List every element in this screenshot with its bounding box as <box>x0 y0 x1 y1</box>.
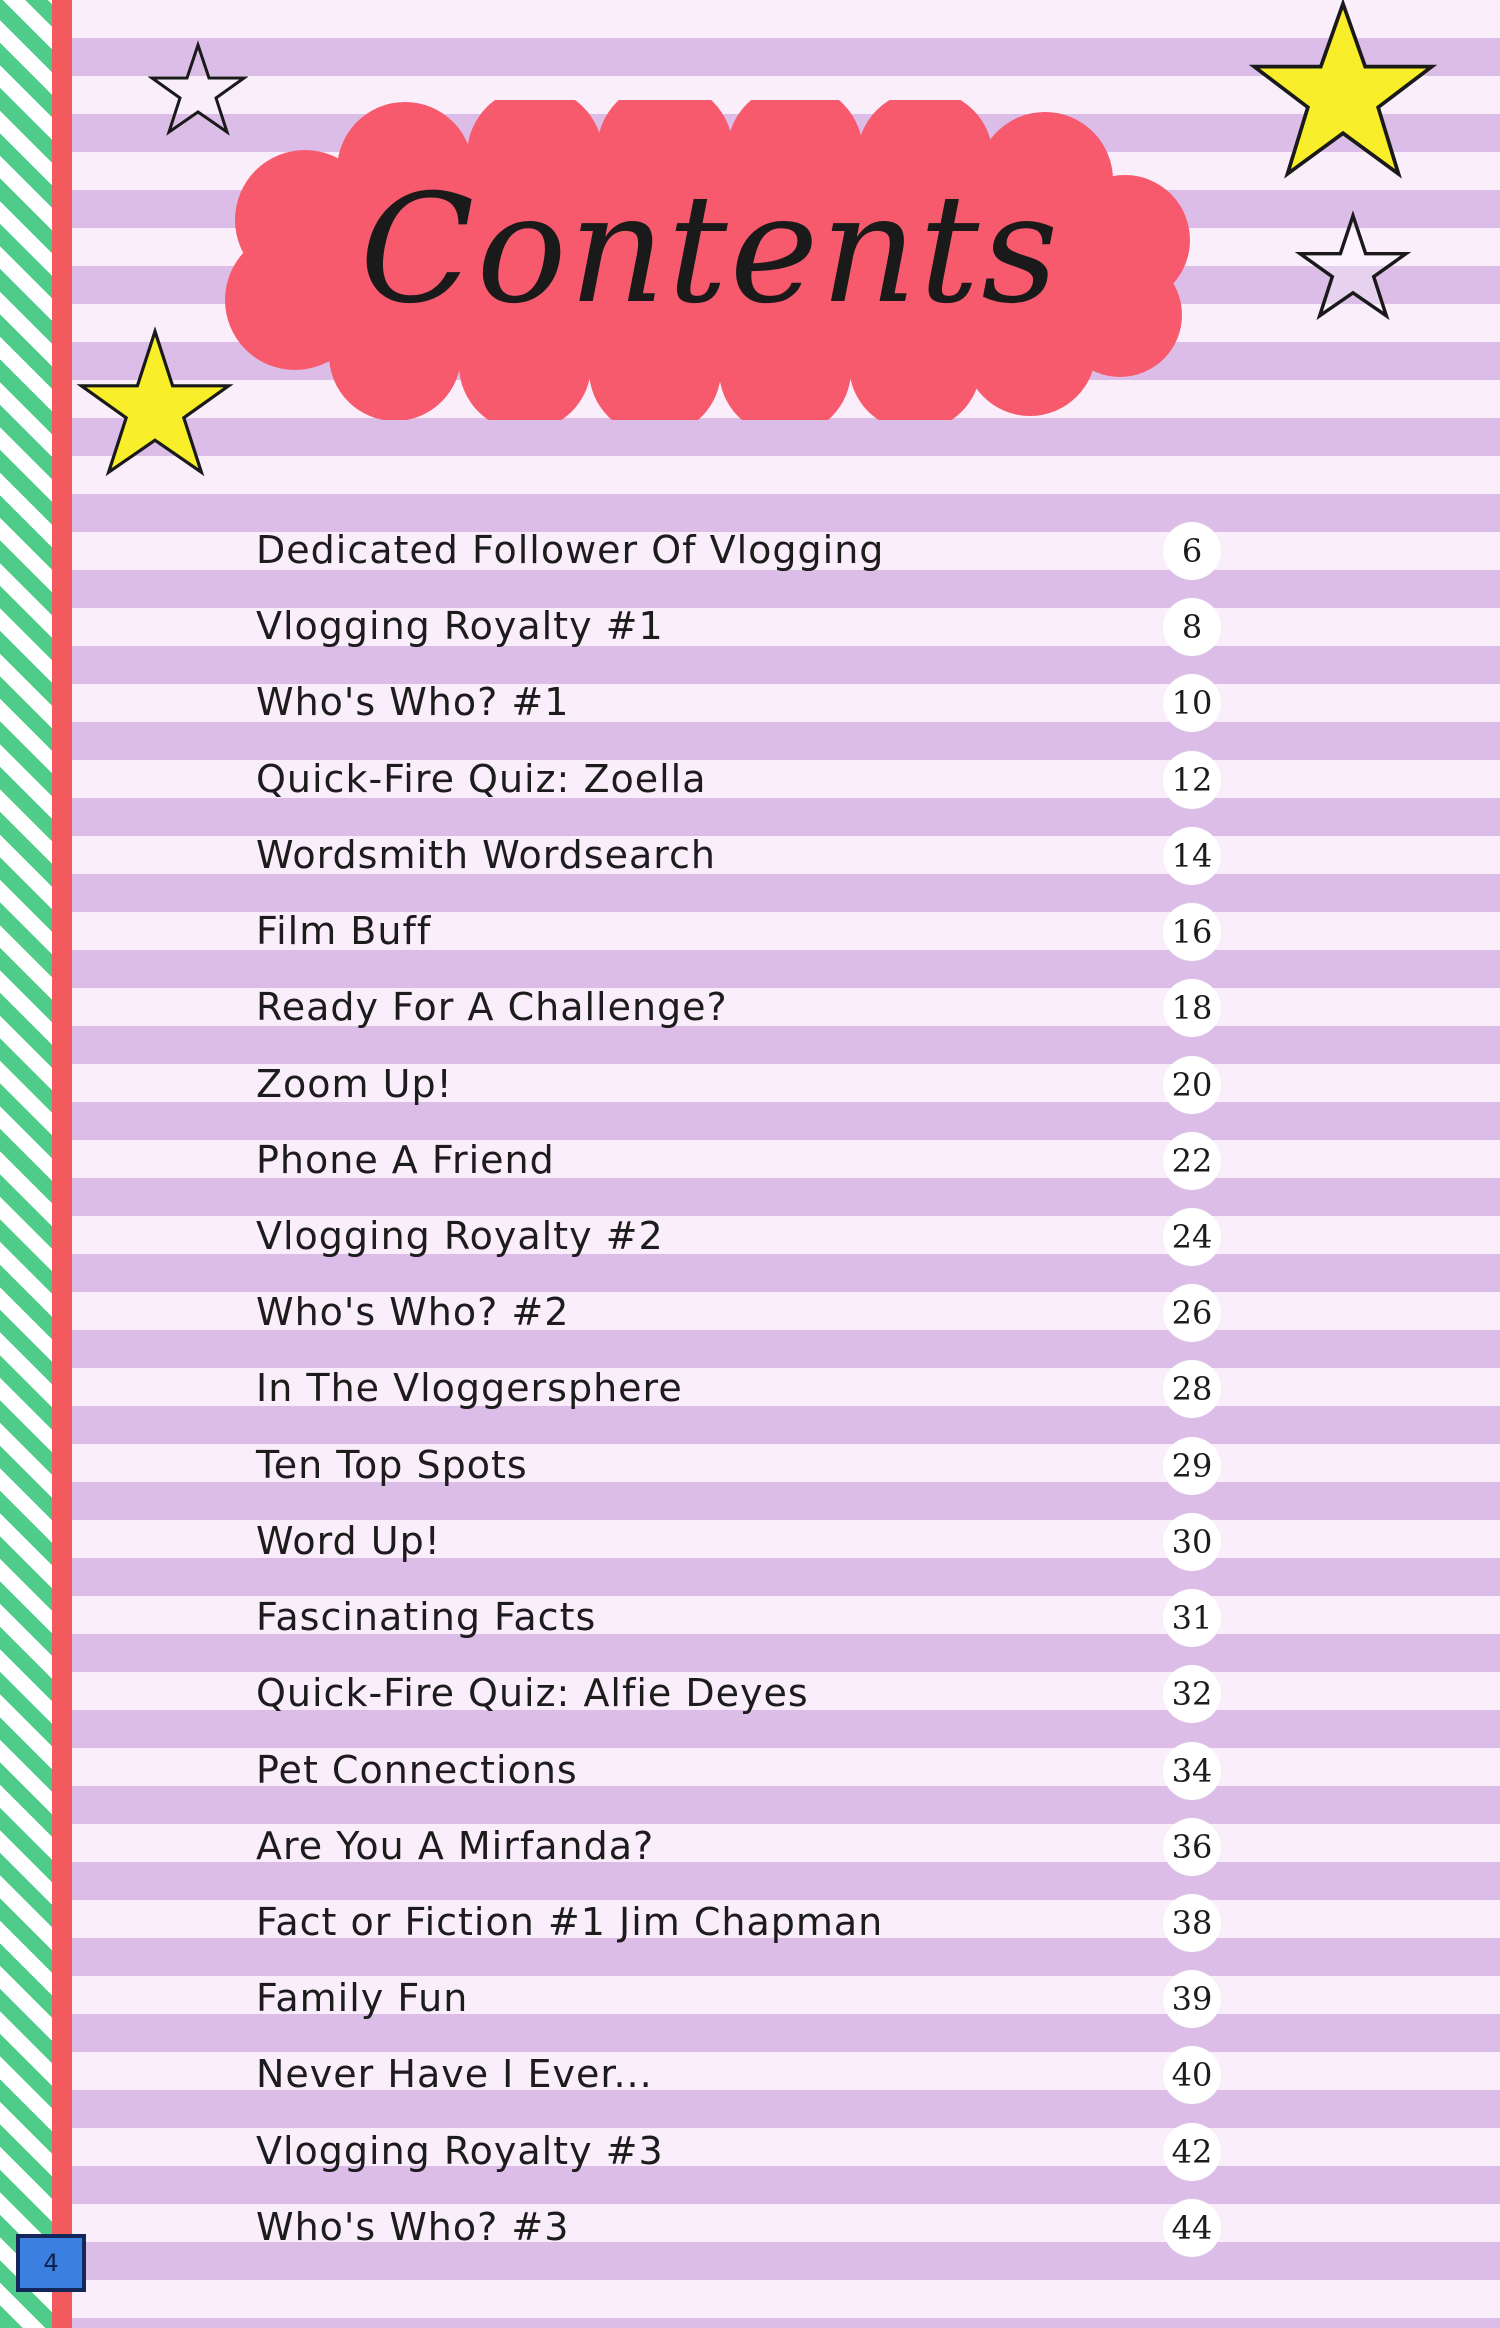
entry-page-number: 10 <box>1163 674 1221 732</box>
entry-title: Vlogging Royalty #3 <box>256 2129 664 2173</box>
entry-page-number: 28 <box>1163 1360 1221 1418</box>
entry-title: Family Fun <box>256 1976 469 2020</box>
entry-title: Zoom Up! <box>256 1062 453 1106</box>
entry-title: Quick-Fire Quiz: Zoella <box>256 757 707 801</box>
contents-entry[interactable] <box>0 1132 1500 1192</box>
contents-entry[interactable] <box>0 1589 1500 1649</box>
entry-page-number: 31 <box>1163 1589 1221 1647</box>
contents-entry[interactable] <box>0 1360 1500 1420</box>
entry-page-number: 24 <box>1163 1208 1221 1266</box>
entry-title: Who's Who? #2 <box>256 1290 570 1334</box>
entry-title: Quick-Fire Quiz: Alfie Deyes <box>256 1671 809 1715</box>
entry-page-number: 6 <box>1163 522 1221 580</box>
entry-page-number: 20 <box>1163 1056 1221 1114</box>
entry-page-number: 8 <box>1163 598 1221 656</box>
entry-page-number: 34 <box>1163 1742 1221 1800</box>
contents-entry[interactable] <box>0 979 1500 1039</box>
entry-title: In The Vloggersphere <box>256 1366 683 1410</box>
entry-page-number: 38 <box>1163 1894 1221 1952</box>
entry-title: Ready For A Challenge? <box>256 985 728 1029</box>
entry-page-number: 26 <box>1163 1284 1221 1342</box>
entry-title: Phone A Friend <box>256 1138 555 1182</box>
entry-page-number: 30 <box>1163 1513 1221 1571</box>
entry-page-number: 42 <box>1163 2123 1221 2181</box>
contents-entry[interactable] <box>0 903 1500 963</box>
entry-title: Who's Who? #1 <box>256 680 570 724</box>
entry-title: Never Have I Ever... <box>256 2052 653 2096</box>
entry-title: Vlogging Royalty #1 <box>256 604 664 648</box>
entry-page-number: 32 <box>1163 1665 1221 1723</box>
entry-title: Pet Connections <box>256 1748 578 1792</box>
contents-entry[interactable] <box>0 827 1500 887</box>
contents-entry[interactable] <box>0 1665 1500 1725</box>
entry-title: Fact or Fiction #1 Jim Chapman <box>256 1900 884 1944</box>
contents-entry[interactable] <box>0 1970 1500 2030</box>
entry-title: Wordsmith Wordsearch <box>256 833 717 877</box>
entry-page-number: 18 <box>1163 979 1221 1037</box>
entry-title: Dedicated Follower Of Vlogging <box>256 528 885 572</box>
contents-entry[interactable] <box>0 598 1500 658</box>
contents-entry[interactable] <box>0 1437 1500 1497</box>
entry-title: Ten Top Spots <box>256 1443 528 1487</box>
contents-entry[interactable] <box>0 1742 1500 1802</box>
entry-title: Word Up! <box>256 1519 441 1563</box>
entry-title: Vlogging Royalty #2 <box>256 1214 664 1258</box>
contents-entry[interactable] <box>0 751 1500 811</box>
contents-entry[interactable] <box>0 1056 1500 1116</box>
entry-title: Film Buff <box>256 909 432 953</box>
contents-entry[interactable] <box>0 1208 1500 1268</box>
entry-page-number: 40 <box>1163 2046 1221 2104</box>
contents-entry[interactable] <box>0 1894 1500 1954</box>
contents-entry[interactable] <box>0 1513 1500 1573</box>
entry-page-number: 44 <box>1163 2199 1221 2257</box>
contents-entry[interactable] <box>0 674 1500 734</box>
page-number-badge: 4 <box>16 2234 86 2292</box>
contents-entry[interactable] <box>0 2046 1500 2106</box>
entry-title: Are You A Mirfanda? <box>256 1824 655 1868</box>
contents-entry[interactable] <box>0 522 1500 582</box>
contents-entry[interactable] <box>0 1818 1500 1878</box>
entry-title: Who's Who? #3 <box>256 2205 570 2249</box>
entry-page-number: 22 <box>1163 1132 1221 1190</box>
contents-entry[interactable] <box>0 2199 1500 2259</box>
contents-entry[interactable] <box>0 2123 1500 2183</box>
entry-title: Fascinating Facts <box>256 1595 597 1639</box>
entry-page-number: 14 <box>1163 827 1221 885</box>
entry-page-number: 12 <box>1163 751 1221 809</box>
entry-page-number: 39 <box>1163 1970 1221 2028</box>
contents-entry[interactable] <box>0 1284 1500 1344</box>
entry-page-number: 36 <box>1163 1818 1221 1876</box>
entry-page-number: 16 <box>1163 903 1221 961</box>
page-title: Contents <box>359 163 1061 337</box>
entry-page-number: 29 <box>1163 1437 1221 1495</box>
